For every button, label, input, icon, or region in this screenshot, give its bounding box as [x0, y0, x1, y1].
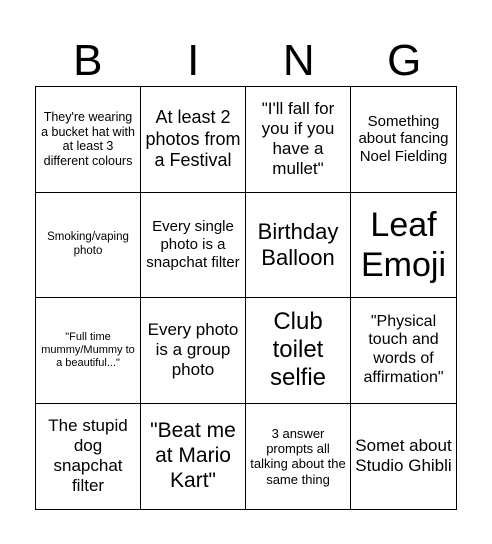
cell-text: Club toilet selfie: [269, 307, 327, 392]
cell-text: Smoking/vaping photo: [47, 231, 129, 257]
cell-text: "Beat me at Mario Kart": [150, 419, 236, 492]
bingo-cell[interactable]: [36, 87, 141, 193]
bingo-cell[interactable]: [246, 404, 351, 510]
cell-text: Leaf Emoji: [360, 205, 447, 284]
cell-text: They're wearing a bucket hat with at least 3 different colours: [41, 109, 135, 168]
bingo-cell[interactable]: [36, 404, 141, 510]
bingo-grid: [35, 86, 457, 510]
header-letter-i: I: [187, 36, 200, 85]
bingo-cell[interactable]: [351, 298, 456, 404]
bingo-cell[interactable]: [141, 193, 246, 299]
cell-text: Birthday Balloon: [257, 218, 339, 270]
cell-text: Something about fancing Noel Fielding: [358, 112, 449, 166]
bingo-cell[interactable]: [246, 298, 351, 404]
cell-text: At least 2 photos from a Festival: [145, 107, 241, 170]
bingo-cell[interactable]: [246, 87, 351, 193]
bingo-cell[interactable]: [351, 87, 456, 193]
bingo-cell[interactable]: [246, 193, 351, 299]
header-letter-b: B: [73, 36, 103, 85]
cell-text: The stupid dog snapchat filter: [48, 416, 128, 496]
bingo-cell[interactable]: [141, 298, 246, 404]
bingo-cell[interactable]: [141, 87, 246, 193]
bingo-cell[interactable]: [351, 404, 456, 510]
cell-text: "Physical touch and words of affirmation": [363, 312, 444, 387]
cell-text: "Full time mummy/Mummy to a beautiful...": [41, 330, 135, 369]
bingo-header: [35, 36, 457, 86]
bingo-cell[interactable]: [351, 193, 456, 299]
header-letter-g: G: [387, 36, 422, 85]
bingo-cell[interactable]: [141, 404, 246, 510]
cell-text: Every single photo is a snapchat filter: [146, 218, 240, 271]
header-letter-n: N: [282, 36, 315, 85]
cell-text: 3 answer prompts all talking about the same thing: [250, 425, 346, 487]
cell-text: "I'll fall for you if you have a mullet": [261, 99, 335, 179]
cell-text: Somet about Studio Ghibli: [355, 436, 452, 476]
cell-text: Every photo is a group photo: [147, 320, 239, 380]
bingo-cell[interactable]: [36, 298, 141, 404]
bingo-cell[interactable]: [36, 193, 141, 299]
